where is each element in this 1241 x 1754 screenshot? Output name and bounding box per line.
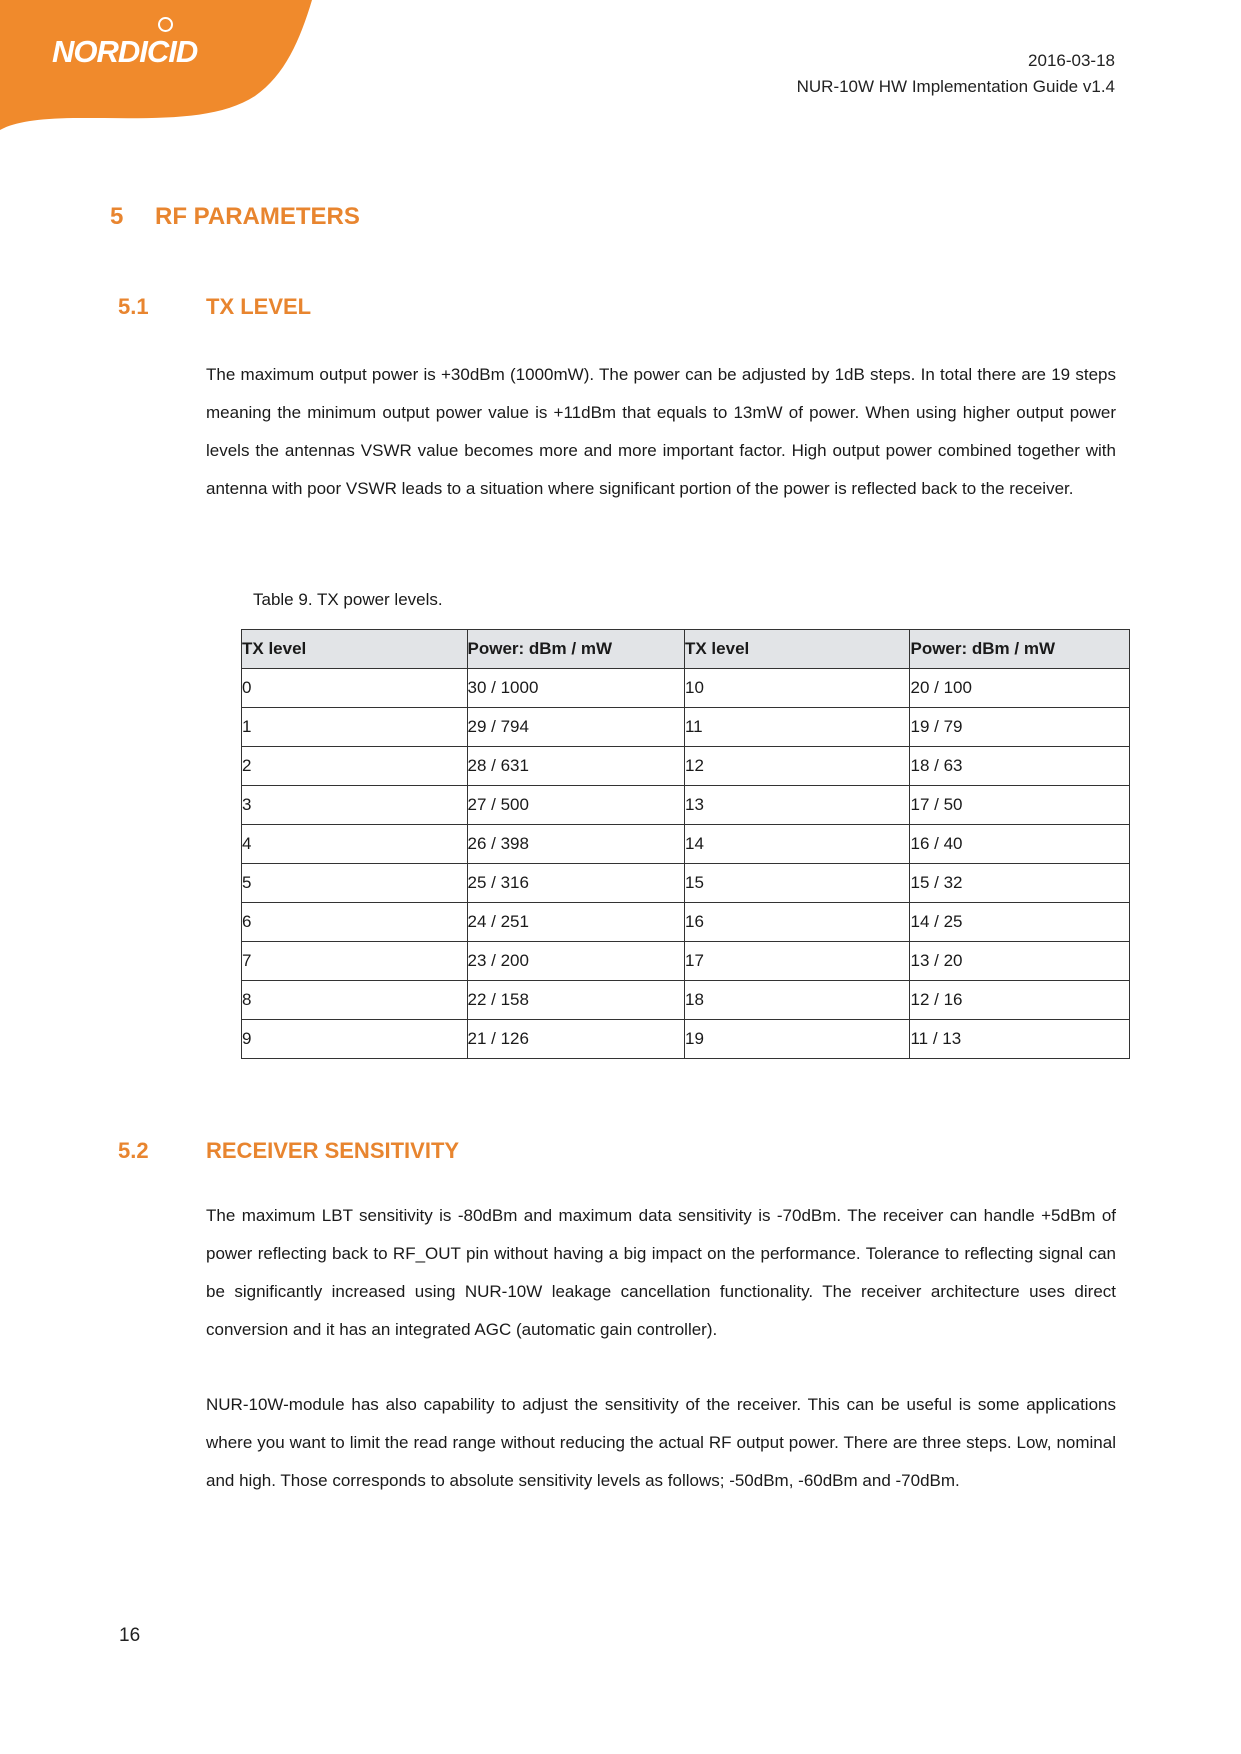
section-title: RF PARAMETERS [155, 203, 360, 230]
receiver-sensitivity-paragraph: The maximum LBT sensitivity is -80dBm and maximum data sensitivity is -70dBm. The receiver can handle +5dBm of power reflecting back to RF_OUT pin without having a big impact on the performance. Tolerance to reflecting signal can be significantly increased using NUR-10W leakage cancellation functionality. The receiver architecture uses direct conversion and it has an integrated AGC (automatic gain controller). [206, 1206, 1116, 1339]
table-cell: 2 [242, 747, 468, 786]
subsection-number: 5.2 [118, 1138, 149, 1163]
table-cell: 29 / 794 [467, 708, 684, 747]
table-cell: 1 [242, 708, 468, 747]
table-cell: 12 / 16 [910, 981, 1130, 1020]
table-cell: 14 / 25 [910, 903, 1130, 942]
header-cell: Power: dBm / mW [467, 630, 684, 669]
table-cell: 13 / 20 [910, 942, 1130, 981]
table-row [242, 981, 1130, 1020]
table-cell: 10 [684, 669, 910, 708]
table-cell: 15 [684, 864, 910, 903]
table-cell: 24 / 251 [467, 903, 684, 942]
sensitivity-adjust-paragraph: NUR-10W-module has also capability to adjust the sensitivity of the receiver. This can be useful is some applications where you want to limit the read range without reducing the actual RF output power. There are three steps. Low, nominal and high. Those corresponds to absolute sensitivity levels as follows; -50dBm, -60dBm and -70dBm. [206, 1395, 1116, 1490]
header-cell: TX level [242, 630, 468, 669]
table-cell: 17 / 50 [910, 786, 1130, 825]
table-cell: 22 / 158 [467, 981, 684, 1020]
table-cell: 19 [684, 1020, 910, 1059]
table-cell: 23 / 200 [467, 942, 684, 981]
table-cell: 25 / 316 [467, 864, 684, 903]
table-cell: 15 / 32 [910, 864, 1130, 903]
table-cell: 17 [684, 942, 910, 981]
header-cell: TX level [684, 630, 910, 669]
header-cell: Power: dBm / mW [910, 630, 1130, 669]
table-row [242, 903, 1130, 942]
table-cell: 13 [684, 786, 910, 825]
table-cell: 18 / 63 [910, 747, 1130, 786]
table-cell: 30 / 1000 [467, 669, 684, 708]
subsection-number: 5.1 [118, 294, 149, 319]
table-cell: 8 [242, 981, 468, 1020]
table-cell: 16 / 40 [910, 825, 1130, 864]
logo-ring-icon [158, 17, 173, 32]
table-row [242, 1020, 1130, 1059]
header-date: 2016-03-18 [1028, 51, 1115, 70]
table-cell: 12 [684, 747, 910, 786]
page-number: 16 [119, 1625, 141, 1646]
subsection-heading-tx-level [118, 294, 311, 320]
table-cell: 11 [684, 708, 910, 747]
table-row [242, 864, 1130, 903]
table-cell: 4 [242, 825, 468, 864]
table-cell: 19 / 79 [910, 708, 1130, 747]
logo [0, 0, 320, 130]
table-row [242, 825, 1130, 864]
table-row [242, 786, 1130, 825]
table-cell: 6 [242, 903, 468, 942]
table-cell: 18 [684, 981, 910, 1020]
section-heading [110, 203, 360, 231]
table-caption: Table 9. TX power levels. [253, 590, 443, 609]
table-cell: 16 [684, 903, 910, 942]
table-cell: 26 / 398 [467, 825, 684, 864]
table-cell: 21 / 126 [467, 1020, 684, 1059]
table-cell: 27 / 500 [467, 786, 684, 825]
table-row [242, 669, 1130, 708]
table-cell: 5 [242, 864, 468, 903]
section-number: 5 [110, 203, 124, 230]
tx-level-paragraph: The maximum output power is +30dBm (1000mW). The power can be adjusted by 1dB steps. In total there are 19 steps meaning the minimum output power value is +11dBm that equals to 13mW of power. When using higher output power levels the antennas VSWR value becomes more and more important factor. High output power combined together with antenna with poor VSWR leads to a situation where significant portion of the power is reflected back to the receiver. [206, 365, 1116, 498]
running-header [797, 48, 1115, 100]
table-cell: 9 [242, 1020, 468, 1059]
logo-text: NORDICID [52, 34, 198, 69]
table-cell: 11 / 13 [910, 1020, 1130, 1059]
table-row [242, 708, 1130, 747]
table-cell: 14 [684, 825, 910, 864]
table-cell: 20 / 100 [910, 669, 1130, 708]
table-header-row [242, 630, 1130, 669]
subsection-title: RECEIVER SENSITIVITY [206, 1138, 460, 1163]
table-row [242, 942, 1130, 981]
subsection-heading-receiver-sensitivity [118, 1138, 459, 1164]
subsection-title: TX LEVEL [206, 294, 312, 319]
tx-power-table [241, 629, 1130, 1059]
table-row [242, 747, 1130, 786]
table-cell: 28 / 631 [467, 747, 684, 786]
table-cell: 7 [242, 942, 468, 981]
header-doc-title: NUR-10W HW Implementation Guide v1.4 [796, 77, 1115, 96]
table-cell: 0 [242, 669, 468, 708]
table-cell: 3 [242, 786, 468, 825]
